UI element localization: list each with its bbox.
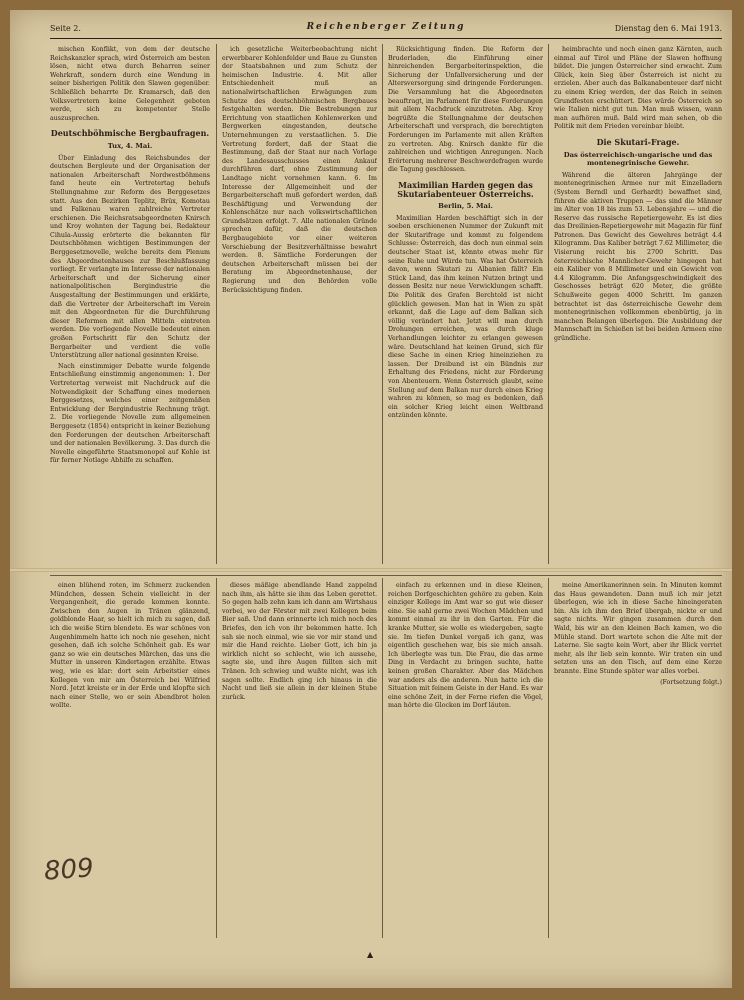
- column-rule: [548, 578, 549, 938]
- feuilleton-text: meine Amerikanerinnen sein. In Minuten kommt das Haus gewandeten. Dann muß ich mir jetzt überlegen, wie ich in diese Sache hineingeraten bin. Als ich ihm den Brief übergab, nickte er und sagte nichts. Wir gingen zusammen durch den Wald, bis wir an den kleinen Bach kamen, wo die Mühle stand. Dort wartete schon die Alte mit der Laterne. Sie sagte kein Wort, aber ihr Blick verriet mehr, als ihr lieb sein konnte. Wir traten ein und setzten uns an den Tisch, auf dem eine Kerze brannte. Eine Stunde später war alles vorbei.: [554, 582, 722, 675]
- article-dateline: Tux, 4. Mai.: [107, 141, 153, 150]
- feuilleton-text: einfach zu erkennen und in diese Kleinen, reichen Dorfgeschichten gehöre zu geben. Kein einziger Kollege im Amt war so gut wie dieser eine. Sie sahl gerne zwei Wochen Mädchen und kommt einmal zu ihr in den Garten. Für die kranke Mutter, sie wolle es wiedergeben, sagte sie. Im tiefen Dunkel vergaß ich ganz, was eigentlich geschehen war, bis sie mich ansah. Ich überlegte was tun. Die Frau, die das arme Ding in Verdacht zu bringen suchte, hatte keinen großen Charakter. Aber das Mädchen war anders als die anderen. Nun hatte ich die Situation mit feinem Geiste in der Hand. Es war eine schöne Zeit, in der Ferne riefen die Vögel, man hörte die Glocken im Dorf läuten.: [388, 582, 543, 710]
- column-2: [222, 46, 377, 564]
- column-rule: [382, 578, 383, 938]
- handwritten-archive-number: 809: [43, 853, 95, 887]
- article-text: Während die älteren Jahrgänge der montenegrinischen Armee nur mit Einzelladern (System Berndl und Gerhardt) bewaffnet sind, führen die aktiven Truppen — das sind die Männer im Alter von 18 bis zum 53. Lebensjahre — und die Reserve das russische Repetiergewehr. Es ist dies das Dreilinien-Repetiergewehr mit Magazin für fünf Patronen. Das Gewicht des Gewehres beträgt 4.4 Kilogramm. Das Kaliber beträgt 7.62 Millimeter, die Visierung reicht bis 2700 Schritt. Das österreichische Mannlicher-Gewehr hingegen hat ein Kaliber von 8 Millimeter und ein Gewicht von 4.4 Kilogramm. Die Anfangsgeschwindigkeit des Geschosses beträgt 620 Meter, die größte Schußweite gegen 4000 Schritt. Im ganzen betrachtet ist das österreichische Gewehr dem montenegrinischen vollkommen ebenbürtig, ja in manchen Belangen überlegen. Die Ausbildung der Mannschaft im Schießen ist bei beiden Armeen eine gründliche.: [554, 171, 722, 342]
- fold-crease: [10, 568, 732, 572]
- article-text: mischen Konflikt, von dem der deutsche Reichskanzler sprach, wird Österreich am besten lösen, nicht etwa durch Beharren seiner Wehrkraft, sondern durch eine Wendung in seiner bisherigen Politik den Slawen gegenüber. Schließlich beharrte Dr. Kramarsch, daß den Volksvertretern keine Gelegenheit geboten werde, sich zu kompetenter Stelle auszusprechen.: [50, 46, 210, 122]
- article-heading: Deutschböhmische Bergbaufragen.: [50, 128, 210, 139]
- page-number: Seite 2.: [50, 24, 81, 33]
- column-rule: [216, 578, 217, 938]
- feuilleton-text: einen blühend roten, im Schmerz zuckenden Mündchen, dessen Schein vielleicht in der Vergangenheit, die gerade kommen konnte. Zwischen den Augen in Tränen glänzend, goldblonde Haar, so hielt ich mich zu sagen, daß ich die weiße Stirn blendete. Es war schönes von Augenhimmeln hatte ich noch nie gesehen, nicht gesehen, daß ich solche Schönheit gab. Es war ganz so wie ein deutsches Märchen, das uns die Mutter in unseren Kindertagen erzählte. Etwas weg, wie es klar: dort sein Arbeitstier eines Kollegen von mir am Österreich bei Wilfried Nord. Jetzt kreiste er in der Erde und klopfte sich nach einer Stelle, wo er sein Abendbrot holen wollte.: [50, 582, 210, 710]
- continuation-note: (Fortsetzung folgt.): [660, 678, 722, 686]
- column-rule: [548, 44, 549, 564]
- newspaper-title: Reichenberger Zeitung: [306, 22, 466, 32]
- column-rule: [382, 44, 383, 564]
- article-text: ich gesetzliche Weiterbeobachtung nicht erwerbbarer Kohlenfelder und Baue zu Gunsten der Staatsbahnen und zum Schutz der heimischen Industrie. 4. Mit aller Entschiedenheit muß an nationalwirtschaftlichen Erwägungen zum Schutze des deutschböhmischen Bergbaues festgehalten werden. Die Bestrebungen zur Errichtung von staatlichen Kohlenwerken und Bergwerken eingestanden, deutsche Unternehmungen zu verstaatlichen. 5. Die Vertretung fordert, daß der Staat die Bestimmung, daß der Staat nur nach Vorlage des Landesausschusses einen Ankauf durchführen darf, ohne Zustimmung der Landtage nicht vornehmen kann. 6. Im Interesse der Allgemeinheit und der Bergarbeiterschaft muß gefordert werden, daß Beschäftigung und Verwendung der Kohlenschätze nur nach volkswirtschaftlichen Grundsätzen erfolgt. 7. Alle nationalen Gründe sprechen dafür, daß die deutschen Bergbaugebiete vor einer weiteren Verschiebung der Besitzverhältnisse bewahrt werden. 8. Sämtliche Forderungen der deutschen Arbeiterschaft müssen bei der Beratung im Abgeordnetenhause, der Regierung und den Behörden volle Berücksichtigung finden.: [222, 46, 377, 294]
- article-subheading: Das österreichisch-ungarische und das montenegrinische Gewehr.: [563, 150, 713, 168]
- feuilleton-column-2: [222, 582, 377, 932]
- column-3: [388, 46, 543, 564]
- article-text: Maximilian Harden beschäftigt sich in der soeben erschienenen Nummer der Zukunft mit der Skutarifrage und kommt zu folgendem Schlusse: Österreich, das doch nun einmal sein deutscher Staat ist, könnte etwas mehr für seine Ruhe und Würde tun. Was hat Österreich davon, wenn Skutari zu Albanien fällt? Ein Stück Land, das ihm keinen Nutzen bringt und dessen Besitz nur neue Verwicklungen schafft. Die Politik des Grafen Berchtold ist nicht glücklich gewesen. Man hat in Wien zu spät erkannt, daß die Lage auf dem Balkan sich völlig verändert hat. Jetzt will man durch Drohungen erreichen, was durch kluge Verhandlungen leichter zu erlangen gewesen wäre. Deutschland hat keinen Grund, sich für diese Sache in einen Krieg hineinziehen zu lassen. Der Dreibund ist ein Bündnis zur Erhaltung des Friedens, nicht zur Förderung von Abenteuern. Wenn Österreich glaubt, seine Stellung auf dem Balkan nur durch einen Krieg wahren zu können, so mag es bedenken, daß ein solcher Krieg leicht einen Weltbrand entzünden könnte.: [388, 214, 543, 420]
- article-text: Über Einladung des Reichsbundes der deutschen Bergleute und der Organisation der nationalen Arbeiterschaft Nordwestböhmens fand heute ein Vertretertag behufs Stellungnahme zur Reform des Berggesetzes statt. Aus den Bezirken Teplitz, Brüx, Komotau und Falkenau waren zahlreiche Vertreter erschienen. Die Reichsratsabgeordneten Knirsch und Kroy wohnten der Tagung bei. Redakteur Cihula-Aussig erörterte die bekannten für Deutschböhmen wichtigen Bestimmungen der Berggesetznovelle, welche bereits dem Plenum des Abgeordnetenhauses zur Beschlußfassung vorliegt. Er verlangte im Interesse der nationalen Arbeiterschaft und der Sicherung einer nationalpolitischen Bergindustrie die Ausgestaltung der Bestimmungen und erklärte, daß die Vertreter der Arbeiterschaft im Verein mit den Abgeordneten für die Durchführung dieser Reformen mit allen Mitteln eintreten werden. Die vorliegende Novelle bedeutet einen großen Fortschritt für den Schutz der Bergarbeiter und verdient die volle Unterstützung aller national gesinnten Kreise.: [50, 154, 210, 360]
- article-dateline: Berlin, 5. Mai.: [438, 202, 493, 211]
- article-text: Nach einstimmiger Debatte wurde folgende Entschließung einstimmig angenommen: 1. Der Vertretertag verweist mit Nachdruck auf die Notwendigkeit der Schaffung eines modernen Berggesetzes, welches einer zeitgemäßen Entwicklung der Bergindustrie Rechnung trägt. 2. Die vorliegende Novelle zum allgemeinen Berggesetz (1854) entspricht in keiner Beziehung den Forderungen der deutschen Arbeiterschaft und der nationalen Bevölkerung. 3. Das durch die Novelle eingeführte Staatsmonopol auf Kohle ist für ferner Notlage Abhilfe zu schaffen.: [50, 362, 210, 465]
- feuilleton-rule: [50, 575, 722, 576]
- column-1: [50, 46, 210, 564]
- column-rule: [216, 44, 217, 564]
- footer-mark: ▲: [367, 950, 374, 959]
- feuilleton-column-4: [554, 582, 722, 932]
- article-text: heimbrachte und noch einen ganz Kärnten, auch einmal auf Tirol und Pläne der Slawen hoffnung bildet. Die jungen Österreicher sind erwacht. Zum Glück, kein Sieg über Österreich ist nicht zu erzielen. Aber auch das Balkanabenteuer darf nicht zu einem Krieg werden, der das Reich in seinen Grundfesten erschüttert. Dies würde Österreich so wie Italien nicht gut tun. Man muß wissen, wann man aufhören muß. Bald wird man sehen, ob die Politik mit dem Frieden vereinbar bleibt.: [554, 46, 722, 131]
- article-text: Rücksichtigung finden. Die Reform der Bruderladen, die Einführung einer hinreichenden Bergarbeiterinspektion, die Sicherung der Unfallversicherung und der Altersversorgung sind dringende Forderungen. Die Versammlung hat die Abgeordneten beauftragt, im Parlament für diese Forderungen mit allem Nachdruck einzutreten. Abg. Kroy begrüßte die Stellungnahme der deutschen Arbeiterschaft und versprach, die berechtigten Forderungen im Parlamente mit allen Kräften zu vertreten. Abg. Knirsch dankte für die zahlreichen und wichtigen Anregungen. Nach Erörterung mehrerer Beschwerdefragen wurde die Tagung geschlossen.: [388, 46, 543, 174]
- feuilleton-column-3: [388, 582, 543, 932]
- feuilleton-text: dieses mäßige abendlande Hand zappelnd nach ihm, als hätte sie ihm das Leben gerettet. So gegen halb zehn kam ich dann am Wirtshaus vorbei, wo der Förster mit zwei Kollegen beim Bier saß. Und dann erinnerte ich mich noch des Briefes, den ich von ihr bekommen hatte. Ich sah sie noch einmal, wie sie vor mir stand und mir die Hand reichte. Lieber Gott, ich bin ja wirklich nicht so schlecht, wie ich aussehe, sagte sie, und ihre Augen füllten sich mit Tränen. Ich schwieg und wußte nicht, was ich sagen sollte. Endlich ging ich hinaus in die Nacht und ließ sie allein in der kleinen Stube zurück.: [222, 582, 377, 701]
- article-heading: Maximilian Harden gegen das Skutariabenteuer Österreichs.: [397, 179, 534, 199]
- column-4: [554, 46, 722, 564]
- masthead: [50, 22, 722, 39]
- issue-date: Dienstag den 6. Mai 1913.: [614, 24, 722, 33]
- article-heading: Die Skutari-Frage.: [596, 136, 680, 147]
